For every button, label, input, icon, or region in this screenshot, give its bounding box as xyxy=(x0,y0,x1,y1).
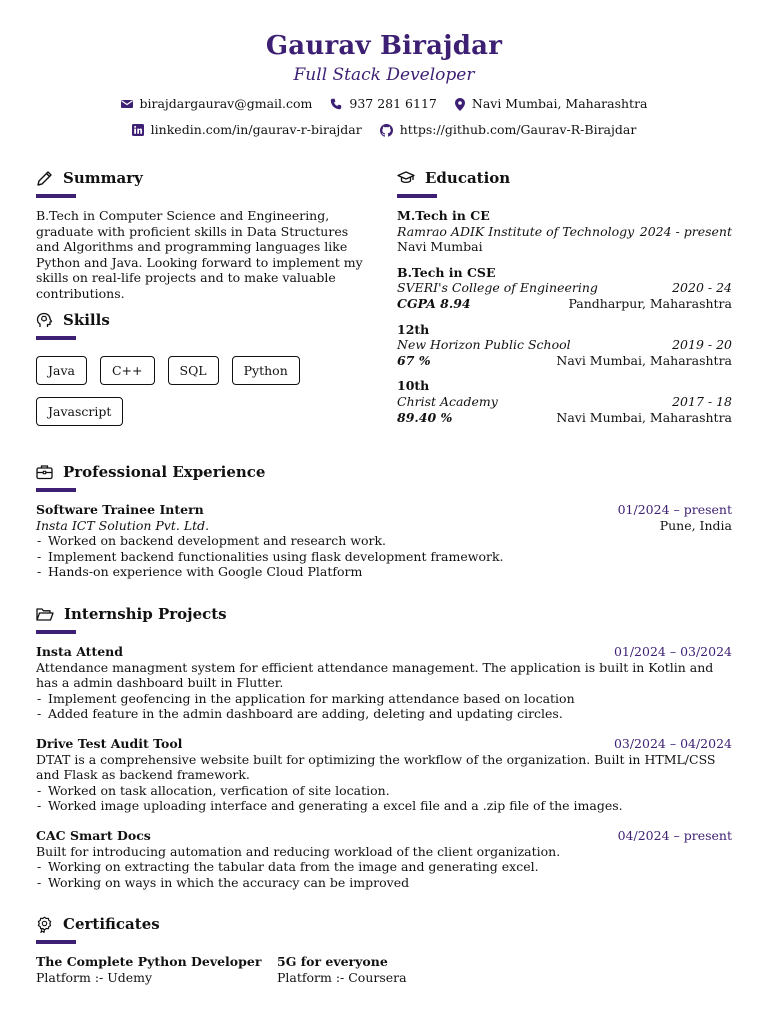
experience-title: Professional Experience xyxy=(63,463,266,481)
resume-header xyxy=(0,30,768,139)
project-entry xyxy=(36,644,732,722)
edu-location: Navi Mumbai xyxy=(397,239,483,255)
candidate-name: Gaurav Birajdar xyxy=(265,31,503,61)
projects-heading xyxy=(36,604,732,624)
edu-degree: M.Tech in CE xyxy=(397,208,490,223)
project-entry xyxy=(36,736,732,814)
location-text: Navi Mumbai, Maharashtra xyxy=(471,96,648,111)
education-item xyxy=(397,208,732,255)
certificate-platform: Platform :- Udemy xyxy=(36,969,153,985)
project-bullet: - Implement geofencing in the application for marking attendance based on location xyxy=(36,691,732,707)
contact-row-1 xyxy=(0,95,768,113)
project-entry xyxy=(36,828,732,890)
education-underline xyxy=(397,194,437,198)
map-pin-icon xyxy=(455,98,465,111)
summary-section xyxy=(36,168,371,302)
github-text: https://github.com/Gaurav-R-Birajdar xyxy=(399,122,637,137)
project-bullet: - Working on ways in which the accuracy can be improved xyxy=(36,875,732,891)
experience-heading xyxy=(36,462,732,482)
certificates-underline xyxy=(36,940,76,944)
skills-title: Skills xyxy=(63,311,110,329)
education-title: Education xyxy=(425,169,511,187)
project-name: Insta Attend xyxy=(36,644,124,659)
summary-underline xyxy=(36,194,76,198)
brain-icon xyxy=(36,312,53,329)
project-name: Drive Test Audit Tool xyxy=(36,735,183,751)
education-item xyxy=(397,265,732,312)
certificate-platform: Platform :- Coursera xyxy=(277,969,407,985)
github-item[interactable] xyxy=(380,121,637,139)
phone-icon xyxy=(330,98,342,110)
edu-location: Navi Mumbai, Maharashtra xyxy=(556,409,732,425)
job-bullet: - Implement backend functionalities using flask development framework. xyxy=(36,549,732,565)
contact-row-2 xyxy=(0,121,768,139)
projects-underline xyxy=(36,630,76,634)
certificate-name: 5G for everyone xyxy=(277,954,388,969)
skill-chip: Java xyxy=(36,356,87,385)
edu-school: New Horizon Public School xyxy=(397,337,571,353)
summary-heading xyxy=(36,168,371,188)
summary-title: Summary xyxy=(63,169,143,187)
skills-heading xyxy=(36,310,371,330)
edu-dates: 2019 - 20 xyxy=(672,337,732,353)
briefcase-icon xyxy=(36,464,53,480)
certificate-item xyxy=(36,954,277,985)
edu-dates: 2024 - present xyxy=(639,223,732,239)
email-text: birajdargaurav@gmail.com xyxy=(139,96,313,111)
edu-location: Pandharpur, Maharashtra xyxy=(568,295,732,311)
education-item xyxy=(397,378,732,425)
pencil-icon xyxy=(36,170,53,187)
skills-section xyxy=(36,310,371,426)
projects-section xyxy=(36,604,732,890)
candidate-role: Full Stack Developer xyxy=(293,65,475,85)
job-bullet: - Hands-on experience with Google Cloud Platform xyxy=(36,564,732,580)
certificate-icon xyxy=(36,916,53,933)
certificates-title: Certificates xyxy=(63,915,160,933)
edu-degree: 12th xyxy=(397,321,430,337)
skill-chip: SQL xyxy=(168,356,219,385)
project-dates: 04/2024 – present xyxy=(617,827,732,843)
edu-degree: B.Tech in CSE xyxy=(397,264,496,280)
edu-grade: 67 % xyxy=(397,352,431,368)
linkedin-text: linkedin.com/in/gaurav-r-birajdar xyxy=(150,122,362,137)
job-role: Software Trainee Intern xyxy=(36,502,204,517)
linkedin-icon xyxy=(132,124,144,136)
education-item xyxy=(397,322,732,369)
job-company: Insta ICT Solution Pvt. Ltd. xyxy=(36,517,210,533)
skills-list xyxy=(36,356,336,426)
edu-school: SVERI's College of Engineering xyxy=(397,280,598,296)
job-bullet: - Worked on backend development and research work. xyxy=(36,533,732,549)
experience-underline xyxy=(36,488,76,492)
phone-text: 937 281 6117 xyxy=(349,96,437,111)
job-entry xyxy=(36,502,732,580)
edu-school: Christ Academy xyxy=(397,393,498,409)
project-bullet: - Working on extracting the tabular data from the image and generating excel. xyxy=(36,859,732,875)
location-item xyxy=(455,95,648,113)
project-description: DTAT is a comprehensive website built for optimizing the workflow of the organization. Built in HTML/CSS and Flask as backend framework. xyxy=(36,751,716,783)
project-description: Attendance managment system for efficient attendance management. The application is built in Kotlin and has a admin dashboard built in Flutter. xyxy=(36,659,714,691)
email-item[interactable] xyxy=(121,95,313,113)
job-location: Pune, India xyxy=(659,517,732,533)
experience-section xyxy=(36,462,732,580)
projects-title: Internship Projects xyxy=(64,605,227,623)
folder-open-icon xyxy=(36,607,54,622)
project-name: CAC Smart Docs xyxy=(36,827,151,843)
edu-grade: CGPA 8.94 xyxy=(397,295,471,311)
phone-item[interactable] xyxy=(330,95,436,113)
certificates-section xyxy=(36,914,732,985)
edu-school: Ramrao ADIK Institute of Technology xyxy=(397,223,635,239)
edu-grade: 89.40 % xyxy=(397,409,453,425)
envelope-icon xyxy=(121,99,133,109)
certificates-list xyxy=(36,954,732,985)
certificate-name: The Complete Python Developer xyxy=(36,954,262,969)
education-heading xyxy=(397,168,732,188)
project-dates: 03/2024 – 04/2024 xyxy=(613,735,732,751)
skill-chip: Python xyxy=(232,356,300,385)
skill-chip: C++ xyxy=(100,356,155,385)
skills-underline xyxy=(36,336,76,340)
edu-degree: 10th xyxy=(397,378,430,394)
project-bullet: - Worked image uploading interface and generating a excel file and a .zip file of the images. xyxy=(36,798,732,814)
skill-chip: Javascript xyxy=(36,397,123,426)
github-icon xyxy=(380,124,393,137)
project-description: Built for introducing automation and reducing workload of the client organization. xyxy=(36,843,561,859)
summary-text: B.Tech in Computer Science and Engineering, graduate with proficient skills in Data Structures and Algorithms and programming languages like Python and Java. Looking forward to implement my skills on real-life projects and to make valuable contributions. xyxy=(36,208,363,301)
linkedin-item[interactable] xyxy=(132,121,362,139)
project-dates: 01/2024 – 03/2024 xyxy=(613,644,732,659)
certificate-item xyxy=(277,954,407,985)
education-section xyxy=(397,168,732,435)
edu-location: Navi Mumbai, Maharashtra xyxy=(556,352,732,368)
certificates-heading xyxy=(36,914,732,934)
edu-dates: 2020 - 24 xyxy=(672,280,732,296)
project-bullet: - Worked on task allocation, verfication of site location. xyxy=(36,783,732,799)
edu-dates: 2017 - 18 xyxy=(672,393,732,409)
graduation-cap-icon xyxy=(397,170,415,186)
project-bullet: - Added feature in the admin dashboard are adding, deleting and updating circles. xyxy=(36,706,732,722)
job-dates: 01/2024 – present xyxy=(617,502,732,517)
